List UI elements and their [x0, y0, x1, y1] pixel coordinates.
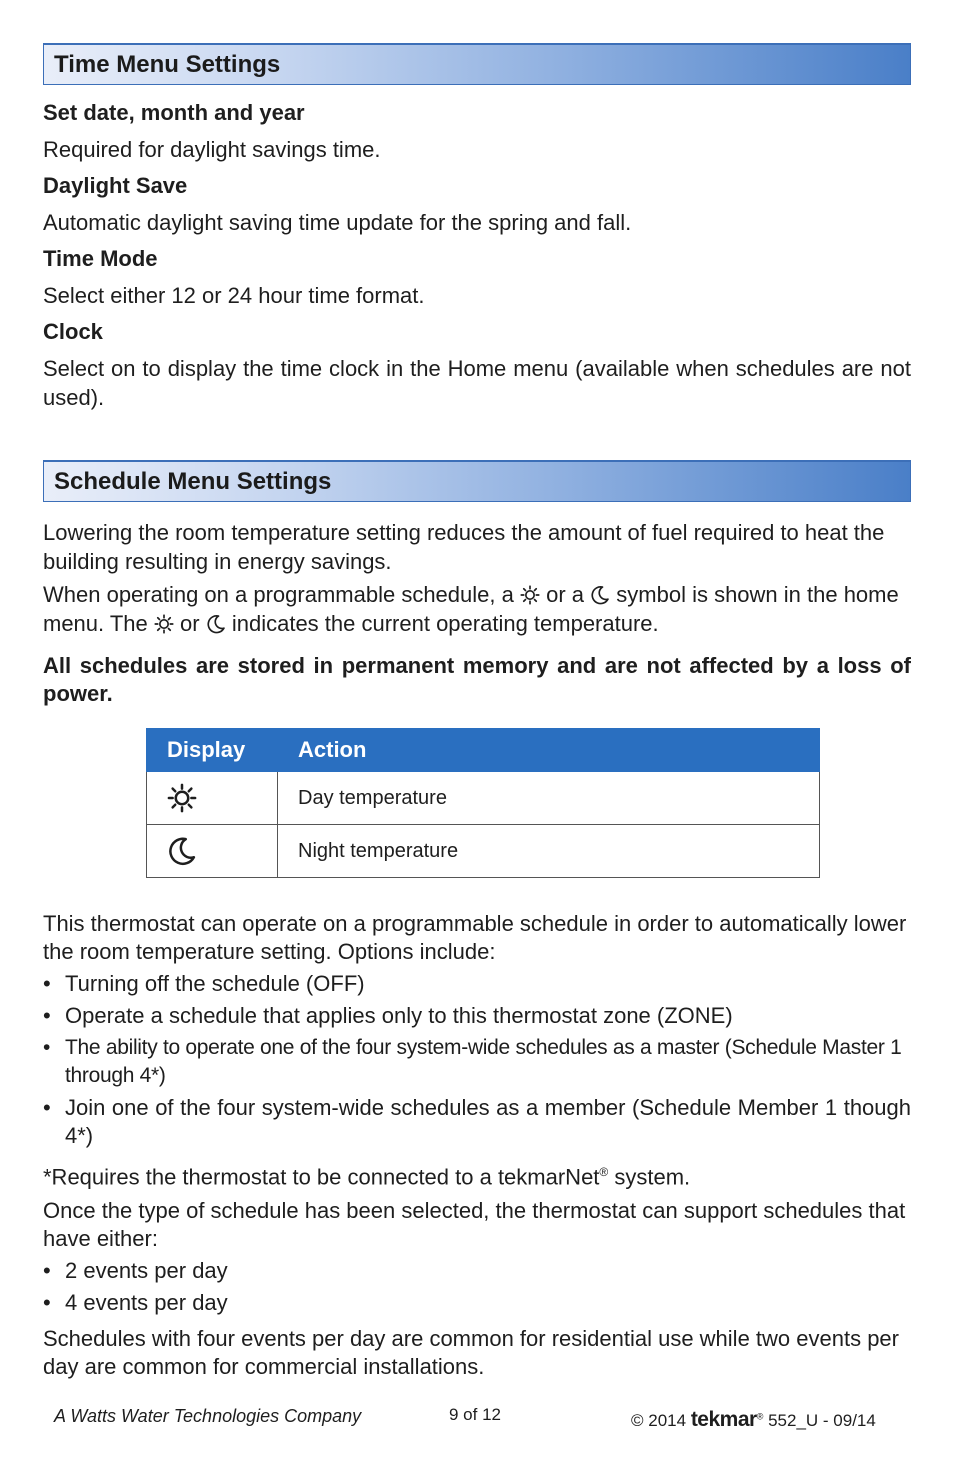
memory-note: All schedules are stored in permanent memory and are not affected by a loss of power.	[43, 653, 911, 706]
text-fragment: When operating on a programmable schedule, a	[43, 582, 514, 607]
table-row	[147, 825, 820, 878]
list-item-text: 2 events per day	[65, 1258, 228, 1284]
page-number: 9 of 12	[449, 1405, 501, 1424]
column-header-display: Display	[147, 729, 278, 772]
options-list	[43, 970, 911, 1150]
sun-icon	[520, 585, 540, 605]
text-fragment: or	[180, 611, 200, 636]
section-title: Schedule Menu Settings	[54, 467, 332, 495]
list-item: • Turning off the schedule (OFF)	[43, 971, 365, 996]
list-item-text: The ability to operate one of the four system-wide schedules as a master (Schedule Master 1 through 4*)	[65, 1036, 902, 1087]
setting-description: Required for daylight savings time.	[43, 137, 381, 162]
action-cell: Night temperature	[278, 825, 820, 878]
events-intro: Once the type of schedule has been selected, the thermostat can support schedules that have either:	[43, 1198, 906, 1252]
display-cell	[147, 825, 278, 878]
display-action-table	[146, 728, 820, 878]
list-item-text: Turning off the schedule (OFF)	[65, 971, 365, 996]
moon-icon	[590, 585, 610, 605]
page-footer	[0, 1402, 954, 1432]
text-fragment: indicates the current operating temperature.	[231, 611, 659, 636]
action-cell: Day temperature	[278, 772, 820, 825]
brand-logo: tekmar	[690, 1408, 757, 1431]
setting-description: Select either 12 or 24 hour time format.	[43, 283, 425, 308]
intro-paragraph: Lowering the room temperature setting reduces the amount of fuel required to heat the building resulting in energy savings.	[43, 520, 885, 574]
options-intro: This thermostat can operate on a programmable schedule in order to automatically lower the room temperature setting. Options include:	[43, 911, 907, 964]
list-item: • 2 events per day	[43, 1258, 228, 1284]
registered-mark: ®	[756, 1411, 764, 1422]
company-name: A Watts Water Technologies Company	[54, 1406, 362, 1426]
schedule-menu-section-header	[43, 460, 911, 502]
setting-description: Automatic daylight saving time update for the spring and fall.	[43, 210, 632, 235]
display-cell	[147, 772, 278, 825]
document-code: 552_U - 09/14	[768, 1411, 876, 1430]
setting-heading: Clock	[43, 319, 103, 344]
list-item: • The ability to operate one of the four system-wide schedules as a master (Schedule Master 1 through 4*)	[43, 1036, 902, 1087]
table-row	[147, 772, 820, 825]
closing-paragraph: Schedules with four events per day are common for residential use while two events per day are common for commercial installations.	[43, 1326, 899, 1380]
column-header-action: Action	[278, 729, 820, 772]
setting-description: Select on to display the time clock in the Home menu (available when schedules are not used).	[43, 356, 911, 410]
footer-right	[631, 1408, 876, 1432]
setting-heading: Daylight Save	[43, 173, 188, 198]
section-title: Time Menu Settings	[54, 50, 281, 78]
setting-heading: Time Mode	[43, 246, 158, 271]
list-item-text: Join one of the four system-wide schedules as a member (Schedule Member 1 though 4*)	[65, 1095, 911, 1148]
list-item-text: 4 events per day	[65, 1290, 228, 1316]
copyright: © 2014	[631, 1411, 687, 1430]
moon-icon	[206, 614, 226, 634]
text-fragment: symbol is shown in the home menu. The	[43, 582, 899, 636]
footnote	[43, 1158, 911, 1191]
sun-icon	[167, 783, 197, 813]
events-list	[43, 1257, 911, 1317]
sun-icon	[154, 614, 174, 634]
time-menu-section-header	[43, 43, 911, 85]
text-fragment: or a	[546, 582, 585, 607]
text-fragment: system.	[608, 1164, 691, 1190]
page-content	[43, 43, 911, 1381]
list-item: • 4 events per day	[43, 1290, 228, 1316]
symbol-paragraph	[43, 580, 911, 638]
text-fragment: *Requires the thermostat to be connected to a tekmarNet	[43, 1164, 600, 1190]
list-item: • Join one of the four system-wide schedules as a member (Schedule Member 1 though 4*)	[43, 1095, 911, 1148]
registered-mark: ®	[599, 1165, 609, 1179]
list-item-text: Operate a schedule that applies only to this thermostat zone (ZONE)	[65, 1003, 733, 1028]
list-item: • Operate a schedule that applies only to this thermostat zone (ZONE)	[43, 1003, 733, 1028]
moon-icon	[167, 836, 197, 866]
setting-heading: Set date, month and year	[43, 100, 305, 125]
